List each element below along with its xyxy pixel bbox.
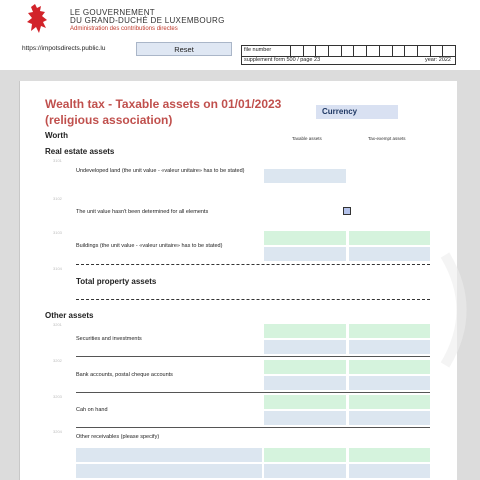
cash-on-hand-exempt-input-2[interactable] [349, 411, 430, 425]
luxembourg-lion-logo-icon [25, 3, 55, 37]
other-assets-heading: Other assets [45, 311, 94, 320]
bank-accounts-exempt-input[interactable] [349, 360, 430, 374]
column-header-exempt: Tax-exempt assets [368, 136, 406, 141]
form-title-line2: (religious association) [45, 113, 173, 127]
unit-value-not-determined-label: The unit value hasn't been determined for all elements [76, 209, 209, 215]
other-receivables-label: Other receivables (please specify) [76, 434, 160, 440]
undeveloped-land-taxable-input[interactable] [264, 169, 346, 183]
bank-accounts-taxable-input[interactable] [264, 360, 346, 374]
row-separator [76, 392, 430, 393]
cash-on-hand-exempt-input[interactable] [349, 395, 430, 409]
column-header-taxable: Taxable assets [292, 136, 322, 141]
reset-button[interactable]: Reset [136, 42, 232, 56]
bank-accounts-label: Bank accounts, postal cheque accounts [76, 372, 173, 378]
administration-name: Administration des contributions directes [70, 26, 178, 32]
row-code: 3103 [53, 230, 62, 235]
row-code: 3204 [53, 429, 62, 434]
unit-value-not-determined-checkbox[interactable] [343, 207, 351, 215]
year-label: year: 2022 [425, 57, 451, 63]
row-code: 3104 [53, 266, 62, 271]
row-separator [76, 356, 430, 357]
buildings-label: Buildings (the unit value - «valeur unitaire» has to be stated) [76, 243, 223, 249]
file-number-box [241, 45, 456, 65]
other-receivables-exempt-input-2[interactable] [349, 464, 430, 478]
row-code: 3201 [53, 322, 62, 327]
row-code: 3202 [53, 358, 62, 363]
row-separator [76, 427, 430, 428]
total-property-assets-label: Total property assets [76, 277, 157, 286]
securities-exempt-input[interactable] [349, 324, 430, 338]
watermark-icon [440, 250, 480, 370]
bank-accounts-exempt-input-2[interactable] [349, 376, 430, 390]
undeveloped-land-label: Undeveloped land (the unit value - «valeur unitaire» has to be stated) [76, 168, 245, 174]
file-number-row [242, 46, 455, 57]
buildings-exempt-input[interactable] [349, 231, 430, 245]
real-estate-heading: Real estate assets [45, 147, 115, 156]
form-title-line1: Wealth tax - Taxable assets on 01/01/2023 [45, 97, 282, 111]
buildings-taxable-input-2[interactable] [264, 247, 346, 261]
section-divider [76, 299, 430, 300]
other-receivables-taxable-input-2[interactable] [264, 464, 346, 478]
row-code: 3102 [53, 196, 62, 201]
government-title-line1: LE GOUVERNEMENT [70, 8, 155, 17]
other-receivables-description-input[interactable] [76, 448, 262, 462]
other-receivables-description-input-2[interactable] [76, 464, 262, 478]
securities-taxable-input[interactable] [264, 324, 346, 338]
cash-on-hand-taxable-input[interactable] [264, 395, 346, 409]
securities-exempt-input-2[interactable] [349, 340, 430, 354]
section-divider [76, 264, 430, 265]
site-url-link[interactable]: https://impotsdirects.public.lu [22, 45, 106, 52]
supplement-label: supplement form 500 / page 23 [244, 57, 321, 63]
buildings-taxable-input[interactable] [264, 231, 346, 245]
securities-label: Securities and investments [76, 336, 142, 342]
row-code: 3203 [53, 394, 62, 399]
other-receivables-exempt-input[interactable] [349, 448, 430, 462]
file-number-label: file number [244, 47, 272, 53]
cash-on-hand-label: Cah on hand [76, 407, 108, 413]
securities-taxable-input-2[interactable] [264, 340, 346, 354]
government-title-line2: DU GRAND-DUCHÉ DE LUXEMBOURG [70, 16, 225, 25]
buildings-exempt-input-2[interactable] [349, 247, 430, 261]
currency-field[interactable]: Currency [316, 105, 398, 119]
bank-accounts-taxable-input-2[interactable] [264, 376, 346, 390]
file-number-cells[interactable] [290, 46, 455, 56]
cash-on-hand-taxable-input-2[interactable] [264, 411, 346, 425]
worth-heading: Worth [45, 131, 68, 140]
other-receivables-taxable-input[interactable] [264, 448, 346, 462]
row-code: 3101 [53, 158, 62, 163]
